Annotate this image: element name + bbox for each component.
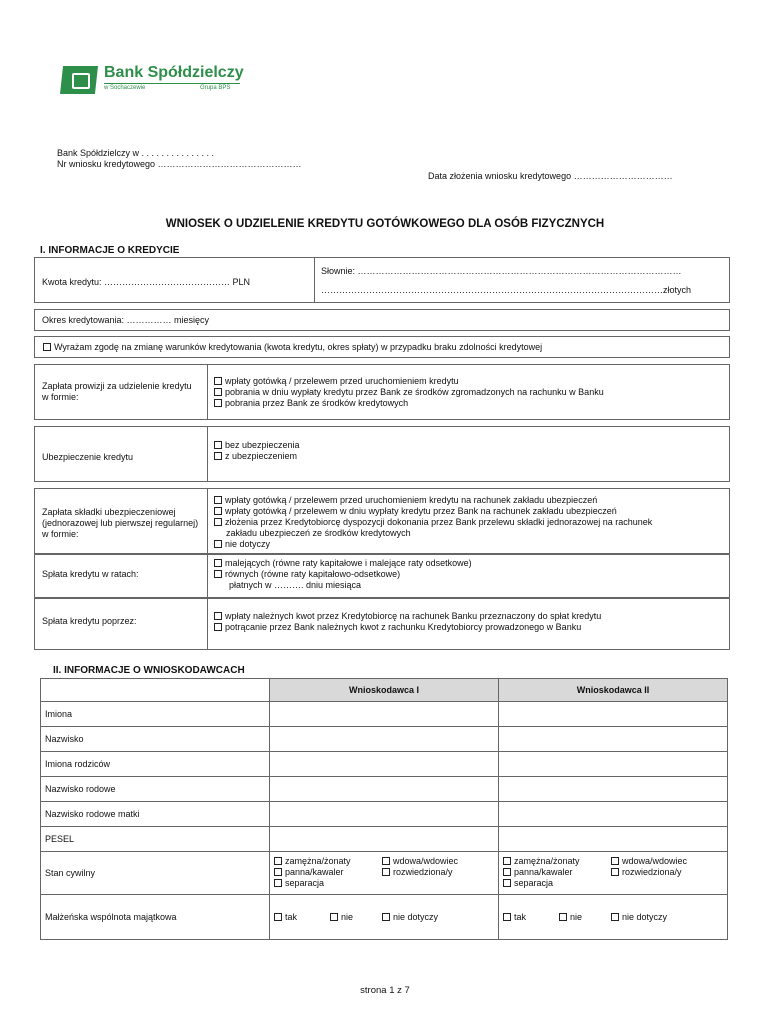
checkbox[interactable] — [274, 868, 282, 876]
applicants-table — [40, 678, 728, 940]
table-row — [41, 727, 728, 752]
premium-option-2[interactable] — [214, 506, 617, 517]
option-label: malejących (równe raty kapitałowe i malejące raty odsetkowe) — [225, 558, 472, 568]
installments-label: Spłata kredytu w ratach: — [42, 569, 139, 579]
premium-option-3[interactable] — [214, 517, 652, 528]
option-label: nie dotyczy — [622, 912, 668, 922]
checkbox[interactable] — [330, 913, 338, 921]
amount-divider — [314, 257, 315, 303]
premium-option-3-cont: zakładu ubezpieczeń ze środków kredytowych — [226, 528, 411, 538]
table-row — [41, 702, 728, 727]
checkbox[interactable] — [503, 913, 511, 921]
repayment-option-1[interactable] — [214, 611, 601, 622]
commission-divider — [207, 364, 208, 420]
option-not-applicable[interactable] — [382, 912, 438, 923]
checkbox[interactable] — [559, 913, 567, 921]
checkbox[interactable] — [611, 868, 619, 876]
option-label: rozwiedziona/y — [393, 867, 453, 877]
row-label: Imiona — [41, 702, 270, 727]
commission-option-1[interactable] — [214, 376, 459, 387]
bank-logo-icon — [60, 66, 98, 94]
checkbox[interactable] — [382, 868, 390, 876]
option-label: nie dotyczy — [225, 539, 271, 549]
row-label: Stan cywilny — [41, 852, 270, 895]
option-label: wpłaty należnych kwot przez Kredytobiorcę na rachunek Banku przeznaczony do spłat kredytu — [225, 611, 602, 621]
section-1-heading: I. INFORMACJE O KREDYCIE — [40, 245, 180, 256]
consent-checkbox[interactable] — [43, 343, 51, 351]
repayment-option-2[interactable] — [214, 622, 581, 633]
premium-option-4[interactable] — [214, 539, 270, 550]
option-label: pobrania w dniu wypłaty kredytu przez Bank ze środków zgromadzonych na rachunku w Banku — [225, 387, 604, 397]
option-label: zamężna/żonaty — [285, 856, 351, 866]
option-label: wdowa/wdowiec — [622, 856, 688, 866]
input-cell[interactable] — [270, 777, 499, 802]
checkbox[interactable] — [214, 377, 222, 385]
table-header-empty — [41, 679, 270, 702]
option-label: panna/kawaler — [285, 867, 344, 877]
logo-divider — [104, 83, 240, 84]
option-no[interactable] — [330, 912, 353, 923]
consent-checkbox-row[interactable] — [43, 342, 542, 353]
checkbox[interactable] — [274, 879, 282, 887]
table-row — [41, 827, 728, 852]
checkbox[interactable] — [503, 868, 511, 876]
checkbox[interactable] — [214, 570, 222, 578]
insurance-option-with[interactable] — [214, 451, 297, 462]
option-not-applicable[interactable] — [611, 912, 667, 923]
logo-name: Bank Spółdzielczy — [104, 64, 244, 81]
option-label: pobrania przez Bank ze środków kredytowych — [225, 398, 409, 408]
option-label: nie dotyczy — [393, 912, 439, 922]
input-cell[interactable] — [499, 827, 728, 852]
option-label: wpłaty gotówką / przelewem przed uruchomieniem kredytu na rachunek zakładu ubezpieczeń — [225, 495, 598, 505]
table-row — [41, 752, 728, 777]
application-date-field[interactable]: Data złożenia wniosku kredytowego …………………………… — [428, 171, 673, 181]
checkbox[interactable] — [503, 879, 511, 887]
application-number-field[interactable]: Nr wniosku kredytowego ………………………………………… — [57, 159, 302, 169]
insurance-divider — [207, 426, 208, 482]
commission-label: Zapłata prowizji za udzielenie kredytu w formie: — [42, 381, 192, 402]
option-label: separacja — [285, 878, 325, 888]
option-widowed[interactable] — [611, 856, 687, 867]
bank-logo — [60, 64, 244, 100]
credit-amount-field[interactable]: Kwota kredytu: …………………………………… PLN — [42, 277, 251, 287]
section-2-heading: II. INFORMACJE O WNIOSKODAWCACH — [53, 665, 245, 676]
installments-decreasing[interactable] — [214, 558, 472, 569]
option-label: zamężna/żonaty — [514, 856, 580, 866]
credit-period-field[interactable]: Okres kredytowania: …………… miesięcy — [42, 315, 210, 325]
repayment-label: Spłata kredytu poprzez: — [42, 616, 137, 626]
checkbox[interactable] — [382, 857, 390, 865]
input-cell[interactable] — [499, 702, 728, 727]
option-married[interactable] — [274, 856, 351, 867]
amount-words-field-2[interactable]: ……………………………………………………………………………………………………złotych — [321, 285, 692, 295]
insurance-option-none[interactable] — [214, 440, 300, 451]
checkbox[interactable] — [214, 518, 222, 526]
option-label: równych (równe raty kapitałowo-odsetkowe) — [225, 569, 401, 579]
table-header-applicant-2: Wnioskodawca II — [499, 679, 728, 702]
option-label: wdowa/wdowiec — [393, 856, 459, 866]
input-cell[interactable] — [499, 727, 728, 752]
checkbox[interactable] — [214, 441, 222, 449]
premium-divider — [207, 488, 208, 554]
property-community-cell-2 — [499, 895, 728, 940]
input-cell[interactable] — [270, 802, 499, 827]
option-single[interactable] — [274, 867, 344, 878]
checkbox[interactable] — [214, 540, 222, 548]
checkbox[interactable] — [611, 857, 619, 865]
checkbox[interactable] — [214, 507, 222, 515]
amount-words-field[interactable]: Słownie: ……………………………………………………………………………………………… — [321, 266, 682, 276]
option-married[interactable] — [503, 856, 580, 867]
checkbox[interactable] — [214, 559, 222, 567]
checkbox[interactable] — [214, 399, 222, 407]
marital-status-cell-2 — [499, 852, 728, 895]
checkbox[interactable] — [214, 388, 222, 396]
installments-equal[interactable] — [214, 569, 400, 580]
checkbox[interactable] — [382, 913, 390, 921]
option-label: tak — [514, 912, 527, 922]
option-divorced[interactable] — [382, 867, 453, 878]
option-label: wpłaty gotówką / przelewem w dniu wypłaty kredytu przez Bank na rachunek zakładu ubezpieczeń — [225, 506, 617, 516]
option-separated[interactable] — [274, 878, 324, 889]
row-label: Małżeńska wspólnota majątkowa — [41, 895, 270, 940]
row-label: Nazwisko rodowe — [41, 777, 270, 802]
row-label: Nazwisko — [41, 727, 270, 752]
table-row — [41, 777, 728, 802]
option-divorced[interactable] — [611, 867, 682, 878]
option-label: rozwiedziona/y — [622, 867, 682, 877]
logo-sub-right: Grupa BPS — [200, 85, 231, 91]
option-label: separacja — [514, 878, 554, 888]
checkbox[interactable] — [274, 913, 282, 921]
checkbox[interactable] — [214, 623, 222, 631]
marital-status-cell-1 — [270, 852, 499, 895]
row-label: Nazwisko rodowe matki — [41, 802, 270, 827]
input-cell[interactable] — [270, 827, 499, 852]
option-single[interactable] — [503, 867, 573, 878]
option-no[interactable] — [559, 912, 582, 923]
option-label: potrącanie przez Bank należnych kwot z rachunku Kredytobiorcy prowadzonego w Banku — [225, 622, 582, 632]
checkbox[interactable] — [274, 857, 282, 865]
insurance-label: Ubezpieczenie kredytu — [42, 452, 134, 462]
input-cell[interactable] — [270, 702, 499, 727]
input-cell[interactable] — [270, 727, 499, 752]
property-community-cell-1 — [270, 895, 499, 940]
checkbox[interactable] — [503, 857, 511, 865]
document-title: WNIOSEK O UDZIELENIE KREDYTU GOTÓWKOWEGO DLA OSÓB FIZYCZNYCH — [165, 218, 605, 230]
option-separated[interactable] — [503, 878, 553, 889]
table-row — [41, 802, 728, 827]
table-row — [41, 852, 728, 895]
checkbox[interactable] — [214, 612, 222, 620]
table-row — [41, 895, 728, 940]
checkbox[interactable] — [214, 496, 222, 504]
consent-label: Wyrażam zgodę na zmianę warunków kredytowania (kwota kredytu, okres spłaty) w przypadku braku zdolności kredytowej — [54, 342, 543, 352]
commission-option-3[interactable] — [214, 398, 408, 409]
row-label: PESEL — [41, 827, 270, 852]
input-cell[interactable] — [499, 802, 728, 827]
option-label: bez ubezpieczenia — [225, 440, 300, 450]
row-label: Imiona rodziców — [41, 752, 270, 777]
option-label: tak — [285, 912, 298, 922]
option-widowed[interactable] — [382, 856, 458, 867]
premium-option-1[interactable] — [214, 495, 597, 506]
option-yes[interactable] — [274, 912, 297, 923]
checkbox[interactable] — [611, 913, 619, 921]
logo-sub-left: w Sochaczewie — [104, 85, 146, 91]
input-cell[interactable] — [270, 752, 499, 777]
input-cell[interactable] — [499, 777, 728, 802]
checkbox[interactable] — [214, 452, 222, 460]
bank-branch-field[interactable]: Bank Spółdzielczy w . . . . . . . . . . . . . . . — [57, 148, 215, 158]
repayment-divider — [207, 598, 208, 650]
option-label: z ubezpieczeniem — [225, 451, 298, 461]
input-cell[interactable] — [499, 752, 728, 777]
installments-divider — [207, 554, 208, 598]
installments-day-field[interactable]: płatnych w ………. dniu miesiąca — [229, 580, 362, 590]
option-label: panna/kawaler — [514, 867, 573, 877]
option-label: złożenia przez Kredytobiorcę dyspozycji dokonania przez Bank przelewu składki jednorazowej na rachunek — [225, 517, 653, 527]
option-yes[interactable] — [503, 912, 526, 923]
premium-label: Zapłata składki ubezpieczeniowej (jednorazowej lub pierwszej regularnej) w formie: — [42, 507, 199, 539]
option-label: wpłaty gotówką / przelewem przed uruchomieniem kredytu — [225, 376, 459, 386]
option-label: nie — [570, 912, 583, 922]
option-label: nie — [341, 912, 354, 922]
table-header-applicant-1: Wnioskodawca I — [270, 679, 499, 702]
commission-option-2[interactable] — [214, 387, 604, 398]
page-number: strona 1 z 7 — [360, 985, 410, 996]
insurance-box — [34, 426, 730, 482]
